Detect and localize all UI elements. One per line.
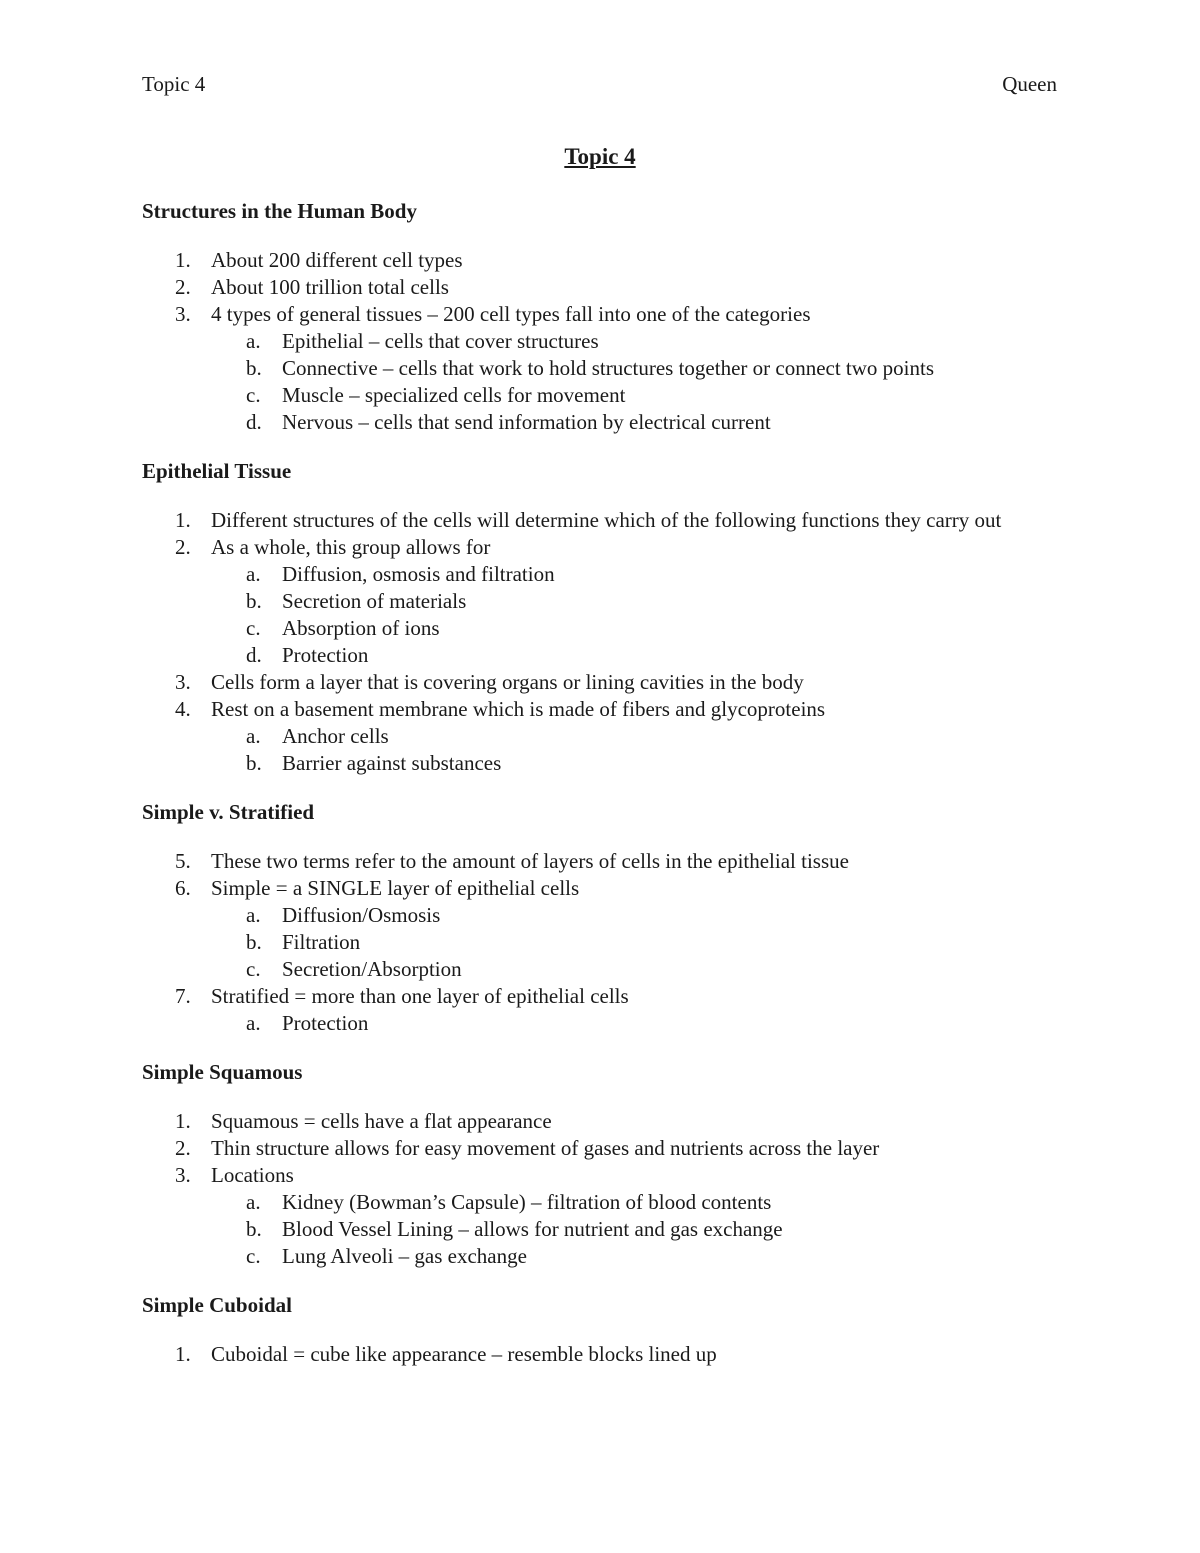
sub-list-item-letter: b. <box>246 356 262 380</box>
list-item <box>142 1162 1057 1189</box>
list-item-text: Simple = a SINGLE layer of epithelial cells <box>211 876 580 900</box>
list-item-text: Stratified = more than one layer of epithelial cells <box>211 984 629 1008</box>
list-item <box>142 983 1057 1010</box>
list-item-number: 5. <box>175 849 191 873</box>
sub-list-item-letter: a. <box>246 1011 261 1035</box>
list-item-text: 4 types of general tissues – 200 cell types fall into one of the categories <box>211 302 811 326</box>
list-item-number: 1. <box>175 508 191 532</box>
sub-list-item-text: Connective – cells that work to hold structures together or connect two points <box>282 356 935 380</box>
list-item-number: 1. <box>175 1109 191 1133</box>
list-item-number: 3. <box>175 670 191 694</box>
list-item <box>142 1135 1057 1162</box>
list-item <box>142 1341 1057 1368</box>
list-item <box>142 507 1057 534</box>
section <box>142 1059 1057 1270</box>
list-item-text: These two terms refer to the amount of layers of cells in the epithelial tissue <box>211 849 849 873</box>
sub-list-item <box>142 902 1057 929</box>
sub-list-item-letter: a. <box>246 562 261 586</box>
sub-list-item <box>142 328 1057 355</box>
section-heading: Simple Cuboidal <box>142 1293 292 1317</box>
header-left-text: Topic 4 <box>142 72 206 96</box>
list-item <box>142 247 1057 274</box>
section <box>142 458 1057 777</box>
sub-list-item <box>142 561 1057 588</box>
sub-list-item-letter: b. <box>246 751 262 775</box>
section-heading: Structures in the Human Body <box>142 199 417 223</box>
section-heading: Simple v. Stratified <box>142 800 315 824</box>
sub-list-item-text: Absorption of ions <box>282 616 440 640</box>
list-item-text: Cuboidal = cube like appearance – resemble blocks lined up <box>211 1342 717 1366</box>
list-item <box>142 534 1057 561</box>
list-item <box>142 301 1057 328</box>
sub-list-item-letter: c. <box>246 383 261 407</box>
list-item-number: 7. <box>175 984 191 1008</box>
list-item-number: 2. <box>175 1136 191 1160</box>
document-title: Topic 4 <box>564 144 636 169</box>
list-item-text: As a whole, this group allows for <box>211 535 491 559</box>
sub-list-item <box>142 1243 1057 1270</box>
list-item-text: About 100 trillion total cells <box>211 275 449 299</box>
sub-list-item <box>142 750 1057 777</box>
sub-list-item-text: Barrier against substances <box>282 751 502 775</box>
list-item <box>142 274 1057 301</box>
section-heading: Simple Squamous <box>142 1060 303 1084</box>
sub-list-item-text: Protection <box>282 1011 369 1035</box>
section <box>142 799 1057 1037</box>
sub-list-item-text: Secretion/Absorption <box>282 957 462 981</box>
sub-list-item-letter: a. <box>246 329 261 353</box>
section-heading: Epithelial Tissue <box>142 459 292 483</box>
sub-list-item-letter: b. <box>246 1217 262 1241</box>
list-item-number: 3. <box>175 302 191 326</box>
sub-list-item <box>142 1189 1057 1216</box>
list-item-number: 6. <box>175 876 191 900</box>
list-item-text: Different structures of the cells will determine which of the following functions they carry out <box>211 508 1002 532</box>
sub-list-item-letter: c. <box>246 1244 261 1268</box>
list-item-text: Locations <box>211 1163 294 1187</box>
sub-list-item <box>142 929 1057 956</box>
list-item-number: 2. <box>175 275 191 299</box>
list-item-number: 3. <box>175 1163 191 1187</box>
list-item-text: Thin structure allows for easy movement of gases and nutrients across the layer <box>211 1136 880 1160</box>
list-item-number: 1. <box>175 1342 191 1366</box>
sub-list-item-letter: c. <box>246 616 261 640</box>
page-header <box>142 72 1057 102</box>
sub-list-item-letter: a. <box>246 724 261 748</box>
list-item-text: Cells form a layer that is covering organs or lining cavities in the body <box>211 670 804 694</box>
sub-list-item <box>142 355 1057 382</box>
sub-list-item-text: Anchor cells <box>282 724 389 748</box>
sub-list-item-letter: a. <box>246 903 261 927</box>
sub-list-item-text: Diffusion, osmosis and filtration <box>282 562 555 586</box>
sub-list-item-text: Muscle – specialized cells for movement <box>282 383 626 407</box>
sub-list-item-text: Protection <box>282 643 369 667</box>
section <box>142 1292 1057 1368</box>
header-right-text: Queen <box>1002 72 1057 96</box>
sub-list-item-text: Nervous – cells that send information by electrical current <box>282 410 771 434</box>
list-item-number: 1. <box>175 248 191 272</box>
sub-list-item-text: Lung Alveoli – gas exchange <box>282 1244 527 1268</box>
list-item-number: 2. <box>175 535 191 559</box>
sub-list-item-text: Diffusion/Osmosis <box>282 903 441 927</box>
list-item <box>142 696 1057 723</box>
list-item <box>142 669 1057 696</box>
sub-list-item-letter: a. <box>246 1190 261 1214</box>
sub-list-item <box>142 642 1057 669</box>
list-item-text: Rest on a basement membrane which is made of fibers and glycoproteins <box>211 697 826 721</box>
list-item-text: About 200 different cell types <box>211 248 463 272</box>
sub-list-item-letter: d. <box>246 643 262 667</box>
list-item-number: 4. <box>175 697 191 721</box>
sub-list-item-text: Kidney (Bowman’s Capsule) – filtration of blood contents <box>282 1190 772 1214</box>
sub-list-item <box>142 1216 1057 1243</box>
sub-list-item <box>142 1010 1057 1037</box>
sub-list-item <box>142 409 1057 436</box>
sub-list-item-text: Blood Vessel Lining – allows for nutrient and gas exchange <box>282 1217 783 1241</box>
sub-list-item-letter: b. <box>246 930 262 954</box>
sub-list-item <box>142 588 1057 615</box>
sub-list-item-letter: d. <box>246 410 262 434</box>
document-body <box>142 198 1057 1390</box>
sub-list-item-text: Epithelial – cells that cover structures <box>282 329 599 353</box>
list-item <box>142 875 1057 902</box>
sub-list-item-letter: c. <box>246 957 261 981</box>
list-item <box>142 1108 1057 1135</box>
sub-list-item-text: Filtration <box>282 930 361 954</box>
sub-list-item-text: Secretion of materials <box>282 589 467 613</box>
list-item <box>142 848 1057 875</box>
sub-list-item-letter: b. <box>246 589 262 613</box>
sub-list-item <box>142 382 1057 409</box>
list-item-text: Squamous = cells have a flat appearance <box>211 1109 552 1133</box>
sub-list-item <box>142 615 1057 642</box>
sub-list-item <box>142 956 1057 983</box>
section <box>142 198 1057 436</box>
sub-list-item <box>142 723 1057 750</box>
